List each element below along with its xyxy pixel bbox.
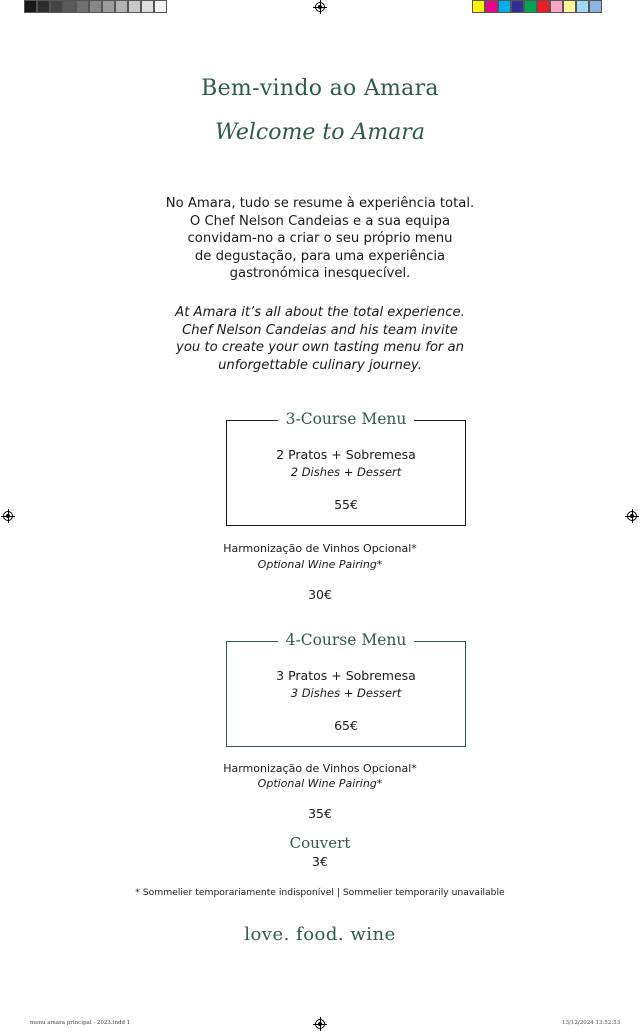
calibration-swatch — [115, 0, 128, 13]
calibration-swatch — [472, 0, 485, 13]
calibration-swatch — [89, 0, 102, 13]
calibration-swatch — [128, 0, 141, 13]
calibration-swatch — [24, 0, 37, 13]
gray-calibration-bar — [24, 0, 167, 14]
calibration-swatch — [485, 0, 498, 13]
intro-english — [0, 304, 640, 374]
calibration-swatch — [537, 0, 550, 13]
menu-box-3-course — [226, 410, 466, 526]
calibration-swatch — [498, 0, 511, 13]
menu-price: 65€ — [334, 718, 358, 733]
calibration-swatch — [511, 0, 524, 13]
menu-dishes-en: 2 Dishes + Dessert — [290, 465, 402, 479]
calibration-swatch — [76, 0, 89, 13]
color-calibration-bar — [472, 0, 602, 14]
title-portuguese: Bem-vindo ao Amara — [201, 76, 439, 101]
menu-box-4-course — [226, 631, 466, 747]
calibration-swatch — [154, 0, 167, 13]
intro-pt-line: de degustação, para uma experiência — [194, 248, 446, 264]
pairing-pt: Harmonização de Vinhos Opcional* — [223, 762, 417, 775]
calibration-swatch — [550, 0, 563, 13]
intro-en-line: Chef Nelson Candeias and his team invite — [182, 322, 458, 338]
registration-mark-right — [627, 511, 637, 521]
intro-pt-line: convidam-no a criar o seu próprio menu — [187, 231, 453, 246]
registration-mark-top — [315, 2, 325, 12]
menu-dishes-pt: 2 Pratos + Sobremesa — [276, 447, 416, 462]
print-slug-right: 13/12/2024 13:52:53 — [562, 1020, 621, 1026]
couvert-label: Couvert — [289, 834, 351, 852]
pairing-en: Optional Wine Pairing* — [257, 558, 383, 571]
intro-en-line: you to create your own tasting menu for an — [176, 340, 464, 355]
pairing-pt: Harmonização de Vinhos Opcional* — [223, 542, 417, 555]
print-slug-left: menu amara principal - 2023.indd 1 — [30, 1020, 131, 1026]
menu-dishes-en: 3 Dishes + Dessert — [290, 686, 402, 700]
title-english: Welcome to Amara — [215, 120, 425, 145]
calibration-swatch — [141, 0, 154, 13]
tagline: love. food. wine — [244, 924, 396, 945]
couvert-price: 3€ — [312, 854, 328, 869]
menu-dishes-pt: 3 Pratos + Sobremesa — [276, 668, 416, 683]
pairing-price: 35€ — [308, 806, 332, 821]
registration-mark-left — [3, 511, 13, 521]
intro-en-line: unforgettable culinary journey. — [218, 357, 422, 373]
sommelier-note: * Sommelier temporariamente indisponível | Sommelier temporarily unavailable — [135, 887, 505, 898]
menu-price: 55€ — [334, 497, 358, 512]
calibration-swatch — [63, 0, 76, 13]
intro-pt-line: gastronómica inesquecível. — [229, 266, 411, 281]
intro-pt-line: No Amara, tudo se resume à experiência total. — [165, 196, 475, 211]
calibration-swatch — [576, 0, 589, 13]
pairing-price: 30€ — [308, 587, 332, 602]
calibration-swatch — [563, 0, 576, 13]
intro-pt-line: O Chef Nelson Candeias e a sua equipa — [189, 213, 451, 229]
calibration-swatch — [102, 0, 115, 13]
intro-en-line: At Amara it’s all about the total experience. — [175, 305, 465, 320]
calibration-swatch — [589, 0, 602, 13]
calibration-swatch — [524, 0, 537, 13]
intro-portuguese — [0, 195, 640, 283]
calibration-swatch — [37, 0, 50, 13]
menu-title: 3-Course Menu — [278, 410, 415, 428]
pairing-en: Optional Wine Pairing* — [257, 777, 383, 790]
registration-mark-bottom — [315, 1019, 325, 1029]
menu-title: 4-Course Menu — [278, 631, 415, 649]
calibration-swatch — [50, 0, 63, 13]
